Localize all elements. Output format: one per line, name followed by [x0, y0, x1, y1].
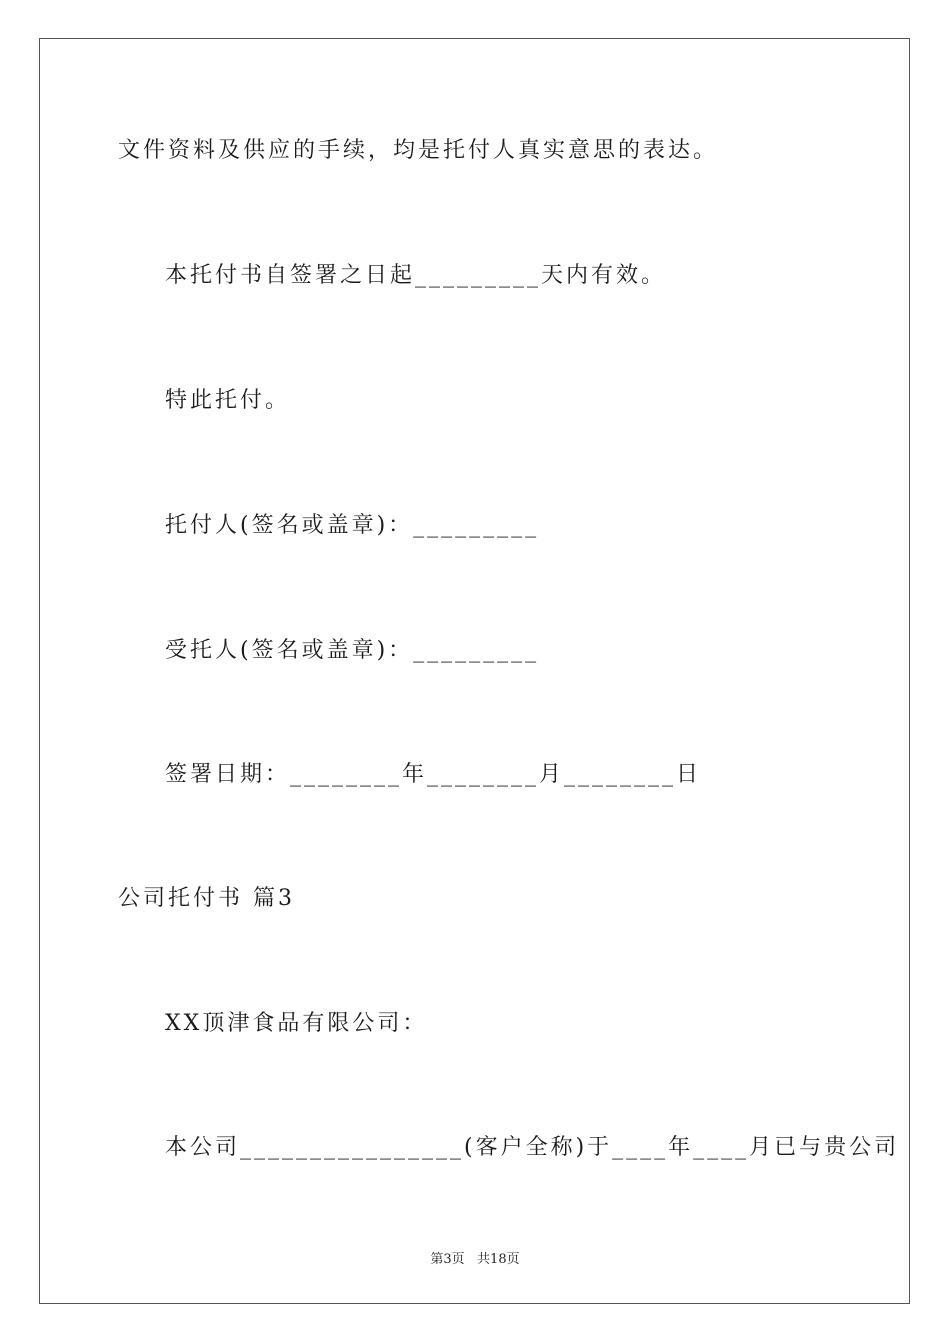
doc-line-closing: 特此托付。 [165, 388, 291, 413]
page-frame [39, 38, 910, 1304]
section-heading: 公司托付书 篇3 [118, 886, 295, 911]
doc-line-agent-signature: 受托人(签名或盖章)：_________ [165, 638, 540, 663]
doc-line-validity: 本托付书自签署之日起_________天内有效。 [165, 263, 667, 288]
doc-line-1: 文件资料及供应的手续，均是托付人真实意思的表达。 [118, 138, 719, 163]
doc-line-principal-signature: 托付人(签名或盖章)：_________ [165, 513, 540, 538]
doc-line-body: 本公司________________(客户全称)于____年____月已与贵公司 [165, 1135, 900, 1160]
doc-line-sign-date: 签署日期：________年________月________日 [165, 762, 702, 787]
doc-line-addressee: XX顶津食品有限公司： [165, 1011, 428, 1036]
page-number-footer: 第3页 共18页 [430, 1252, 520, 1267]
